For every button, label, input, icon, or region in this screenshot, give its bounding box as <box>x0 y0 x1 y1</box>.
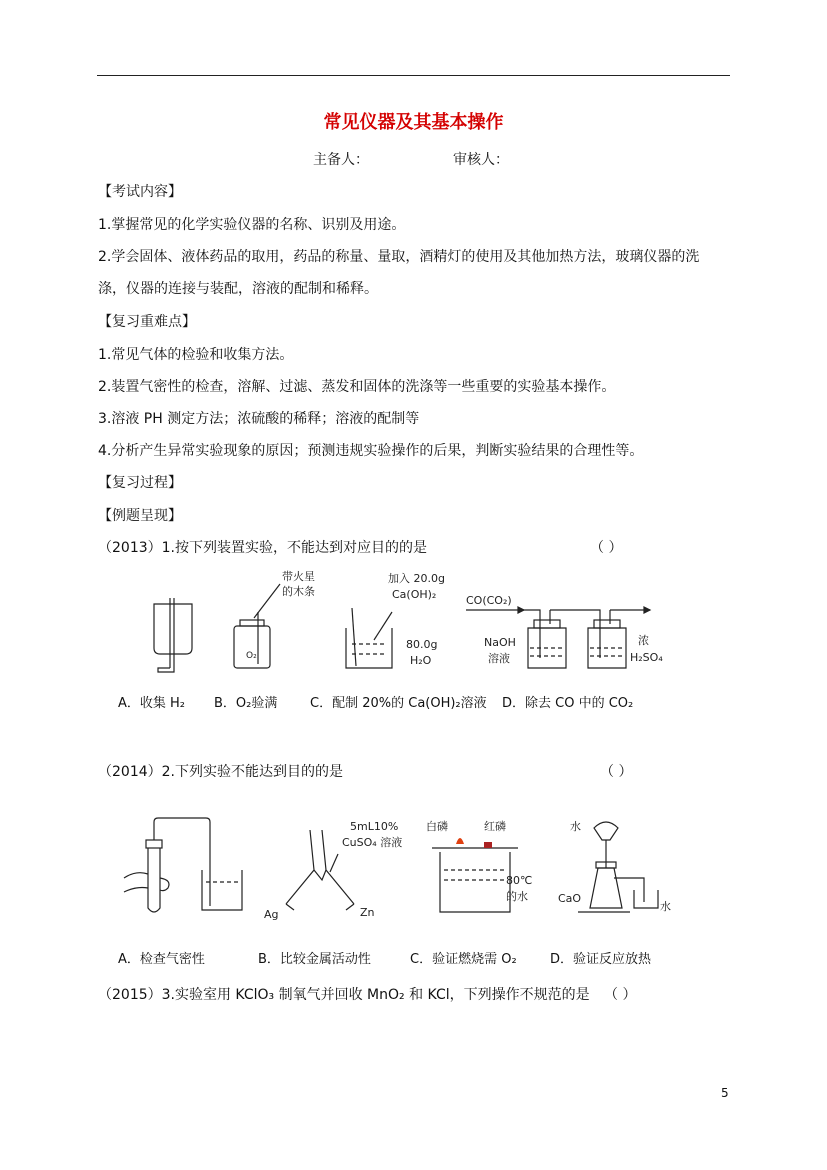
q1-label-h2so4-2: H₂SO₄ <box>630 651 663 664</box>
q1-label-water-1: 80.0g <box>406 638 438 651</box>
q1-fig-b-bottle <box>234 584 280 668</box>
q2-label-hot-water-1: 80℃ <box>506 874 533 887</box>
exam-item-2a: 2.学会固体、液体药品的取用，药品的称量、量取，酒精灯的使用及其他加热方法，玻璃仪器的洗 <box>98 249 700 265</box>
q2-label-hot-water-2: 的水 <box>506 890 528 903</box>
q3-stem: （2015）3.实验室用 KClO₃ 制氧气并回收 MnO₂ 和 KCl，下列操作不规范的是 <box>98 987 590 1003</box>
q1-answer-bracket: （ ） <box>590 540 623 556</box>
q1-label-add-2: Ca(OH)₂ <box>392 588 437 601</box>
section-examples: 【例题呈现】 <box>98 508 182 524</box>
header-rule <box>97 75 730 76</box>
q2-label-cuso4-2: CuSO₄ 溶液 <box>342 836 403 849</box>
q1-label-o2: O₂ <box>246 651 257 661</box>
reviewer-label: 审核人： <box>453 152 509 168</box>
q1-label-naoh-2: 溶液 <box>488 652 510 665</box>
key-point-2: 2.装置气密性的检查，溶解、过滤、蒸发和固体的洗涤等一些重要的实验基本操作。 <box>98 379 616 395</box>
q2-fig-d-setup <box>578 822 658 912</box>
q1-label-h2so4-1: 浓 <box>638 634 649 647</box>
q1-option-c: C．配制 20%的 Ca(OH)₂溶液 <box>310 696 487 711</box>
q1-label-naoh-1: NaOH <box>484 636 516 649</box>
q2-stem: （2014）2.下列实验不能达到目的的是 <box>98 764 343 780</box>
q2-option-b: B．比较金属活动性 <box>258 952 371 967</box>
q2-label-white-p: 白磷 <box>426 820 448 833</box>
q2-label-zn: Zn <box>360 906 375 919</box>
q2-fig-a-setup <box>124 818 242 912</box>
q1-option-d: D．除去 CO 中的 CO₂ <box>502 696 634 711</box>
q1-stem: （2013）1.按下列装置实验，不能达到对应目的的是 <box>98 540 427 556</box>
key-point-1: 1.常见气体的检验和收集方法。 <box>98 347 294 363</box>
section-key-points: 【复习重难点】 <box>98 314 196 330</box>
q3-answer-bracket: （ ） <box>604 987 637 1003</box>
section-exam-content: 【考试内容】 <box>98 184 182 200</box>
q2-label-cuso4-1: 5mL10% <box>350 820 399 833</box>
q2-label-water2: 水 <box>660 900 671 913</box>
q1-option-a: A．收集 H₂ <box>118 696 186 711</box>
q2-option-d: D．验证反应放热 <box>550 952 652 967</box>
page-number: 5 <box>721 1086 729 1100</box>
q1-label-splint-1: 带火星 <box>282 570 315 583</box>
q1-fig-a-bottle <box>154 598 192 672</box>
q2-flame-icon <box>456 838 464 844</box>
q2-label-cao: CaO <box>558 892 582 905</box>
q2-option-c: C．验证燃烧需 O₂ <box>410 952 517 967</box>
q1-label-add-1: 加入 20.0g <box>388 572 445 585</box>
q1-label-splint-2: 的木条 <box>282 585 315 598</box>
q1-option-b: B．O₂验满 <box>214 696 278 711</box>
q1-label-co: CO(CO₂) <box>466 594 512 607</box>
q2-label-red-p: 红磷 <box>484 820 506 833</box>
q2-red-phosphorus-icon <box>484 842 492 848</box>
page-title: 常见仪器及其基本操作 <box>323 112 504 133</box>
q1-fig-c-beaker <box>346 608 392 668</box>
preparer-label: 主备人： <box>313 152 369 168</box>
q1-label-water-2: H₂O <box>410 654 432 667</box>
q2-label-ag: Ag <box>264 908 279 921</box>
key-point-3: 3.溶液 PH 测定方法；浓硫酸的稀释；溶液的配制等 <box>98 411 420 427</box>
q2-option-a: A．检查气密性 <box>118 952 205 967</box>
exam-item-2b: 涤，仪器的连接与装配，溶液的配制和稀释。 <box>98 281 378 297</box>
q2-figure <box>118 808 678 928</box>
section-review-process: 【复习过程】 <box>98 475 182 491</box>
exam-item-1: 1.掌握常见的化学实验仪器的名称、识别及用途。 <box>98 217 406 233</box>
key-point-4: 4.分析产生异常实验现象的原因；预测违规实验操作的后果，判断实验结果的合理性等。 <box>98 443 644 459</box>
q1-figure <box>130 568 690 680</box>
q2-answer-bracket: （ ） <box>600 764 633 780</box>
q2-label-water: 水 <box>570 820 581 833</box>
